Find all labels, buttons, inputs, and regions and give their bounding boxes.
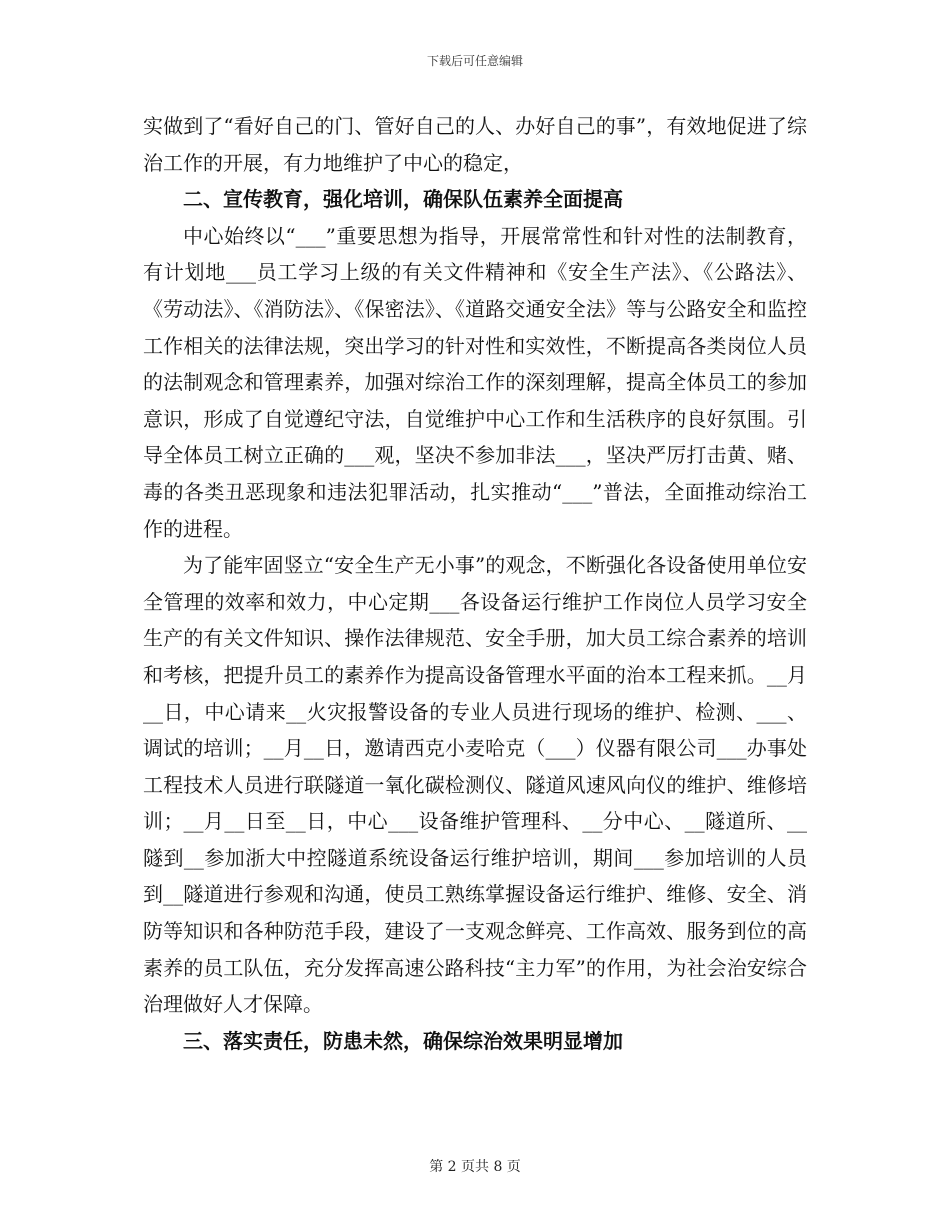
page-footer: 第 2 页共 8 页	[429, 1159, 521, 1175]
paragraph-safety-training: 为了能牢固竖立“安全生产无小事”的观念，不断强化各设备使用单位安全管理的效率和效力，中心定期___各设备运行维护工作岗位人员学习安全生产的有关文件知识、操作法律规范、安全手册，加大员工综合素养的培训和考核，把提升员工的素养作为提高设备管理水平面的治本工程来抓。__月__日，中心请来__火灾报警设备的专业人员进行现场的维护、检测、___、调试的培训；__月__日，邀请西克小麦哈克（___）仪器有限公司___办事处工程技术人员进行联隧道一氧化碳检测仪、隧道风速风向仪的维护、维修培训；__月__日至__日，中心___设备维护管理科、__分中心、__隧道所、__隧到__参加浙大中控隧道系统设备运行维护培训，期间___参加培训的人员到__隧道进行参观和沟通，使员工熟练掌握设备运行维护、维修、安全、消防等知识和各种防范手段，建设了一支观念鲜亮、工作高效、服务到位的高素养的员工队伍，充分发挥高速公路科技“主力军”的作用，为社会治安综合治理做好人才保障。	[143, 553, 807, 1017]
document-body	[143, 108, 807, 1059]
paragraph-legal-education: 中心始终以“___”重要思想为指导，开展常常性和针对性的法制教育，有计划地___员工学习上级的有关文件精神和《安全生产法》、《公路法》、《劳动法》、《消防法》、《保密法》、《道路交通安全法》等与公路安全和监控工作相关的法律法规，突出学习的针对性和实效性，不断提高各类岗位人员的法制观念和管理素养，加强对综治工作的深刻理解，提高全体员工的参加意识，形成了自觉遵纪守法，自觉维护中心工作和生活秩序的良好氛围。引导全体员工树立正确的___观，坚决不参加非法___，坚决严厉打击黄、赌、毒的各类丑恶现象和违法犯罪活动，扎实推动“___”普法，全面推动综治工作的进程。	[143, 223, 807, 541]
page-header: 下载后可任意编辑	[426, 54, 523, 68]
section-heading-2: 二、宣传教育，强化培训，确保队伍素养全面提高	[183, 187, 623, 212]
section-heading-3: 三、落实责任，防患未然，确保综治效果明显增加	[183, 1028, 623, 1053]
paragraph-continuation: 实做到了“看好自己的门、管好自己的人、办好自己的事”，有效地促进了综治工作的开展，有力地维护了中心的稳定，	[143, 114, 807, 175]
